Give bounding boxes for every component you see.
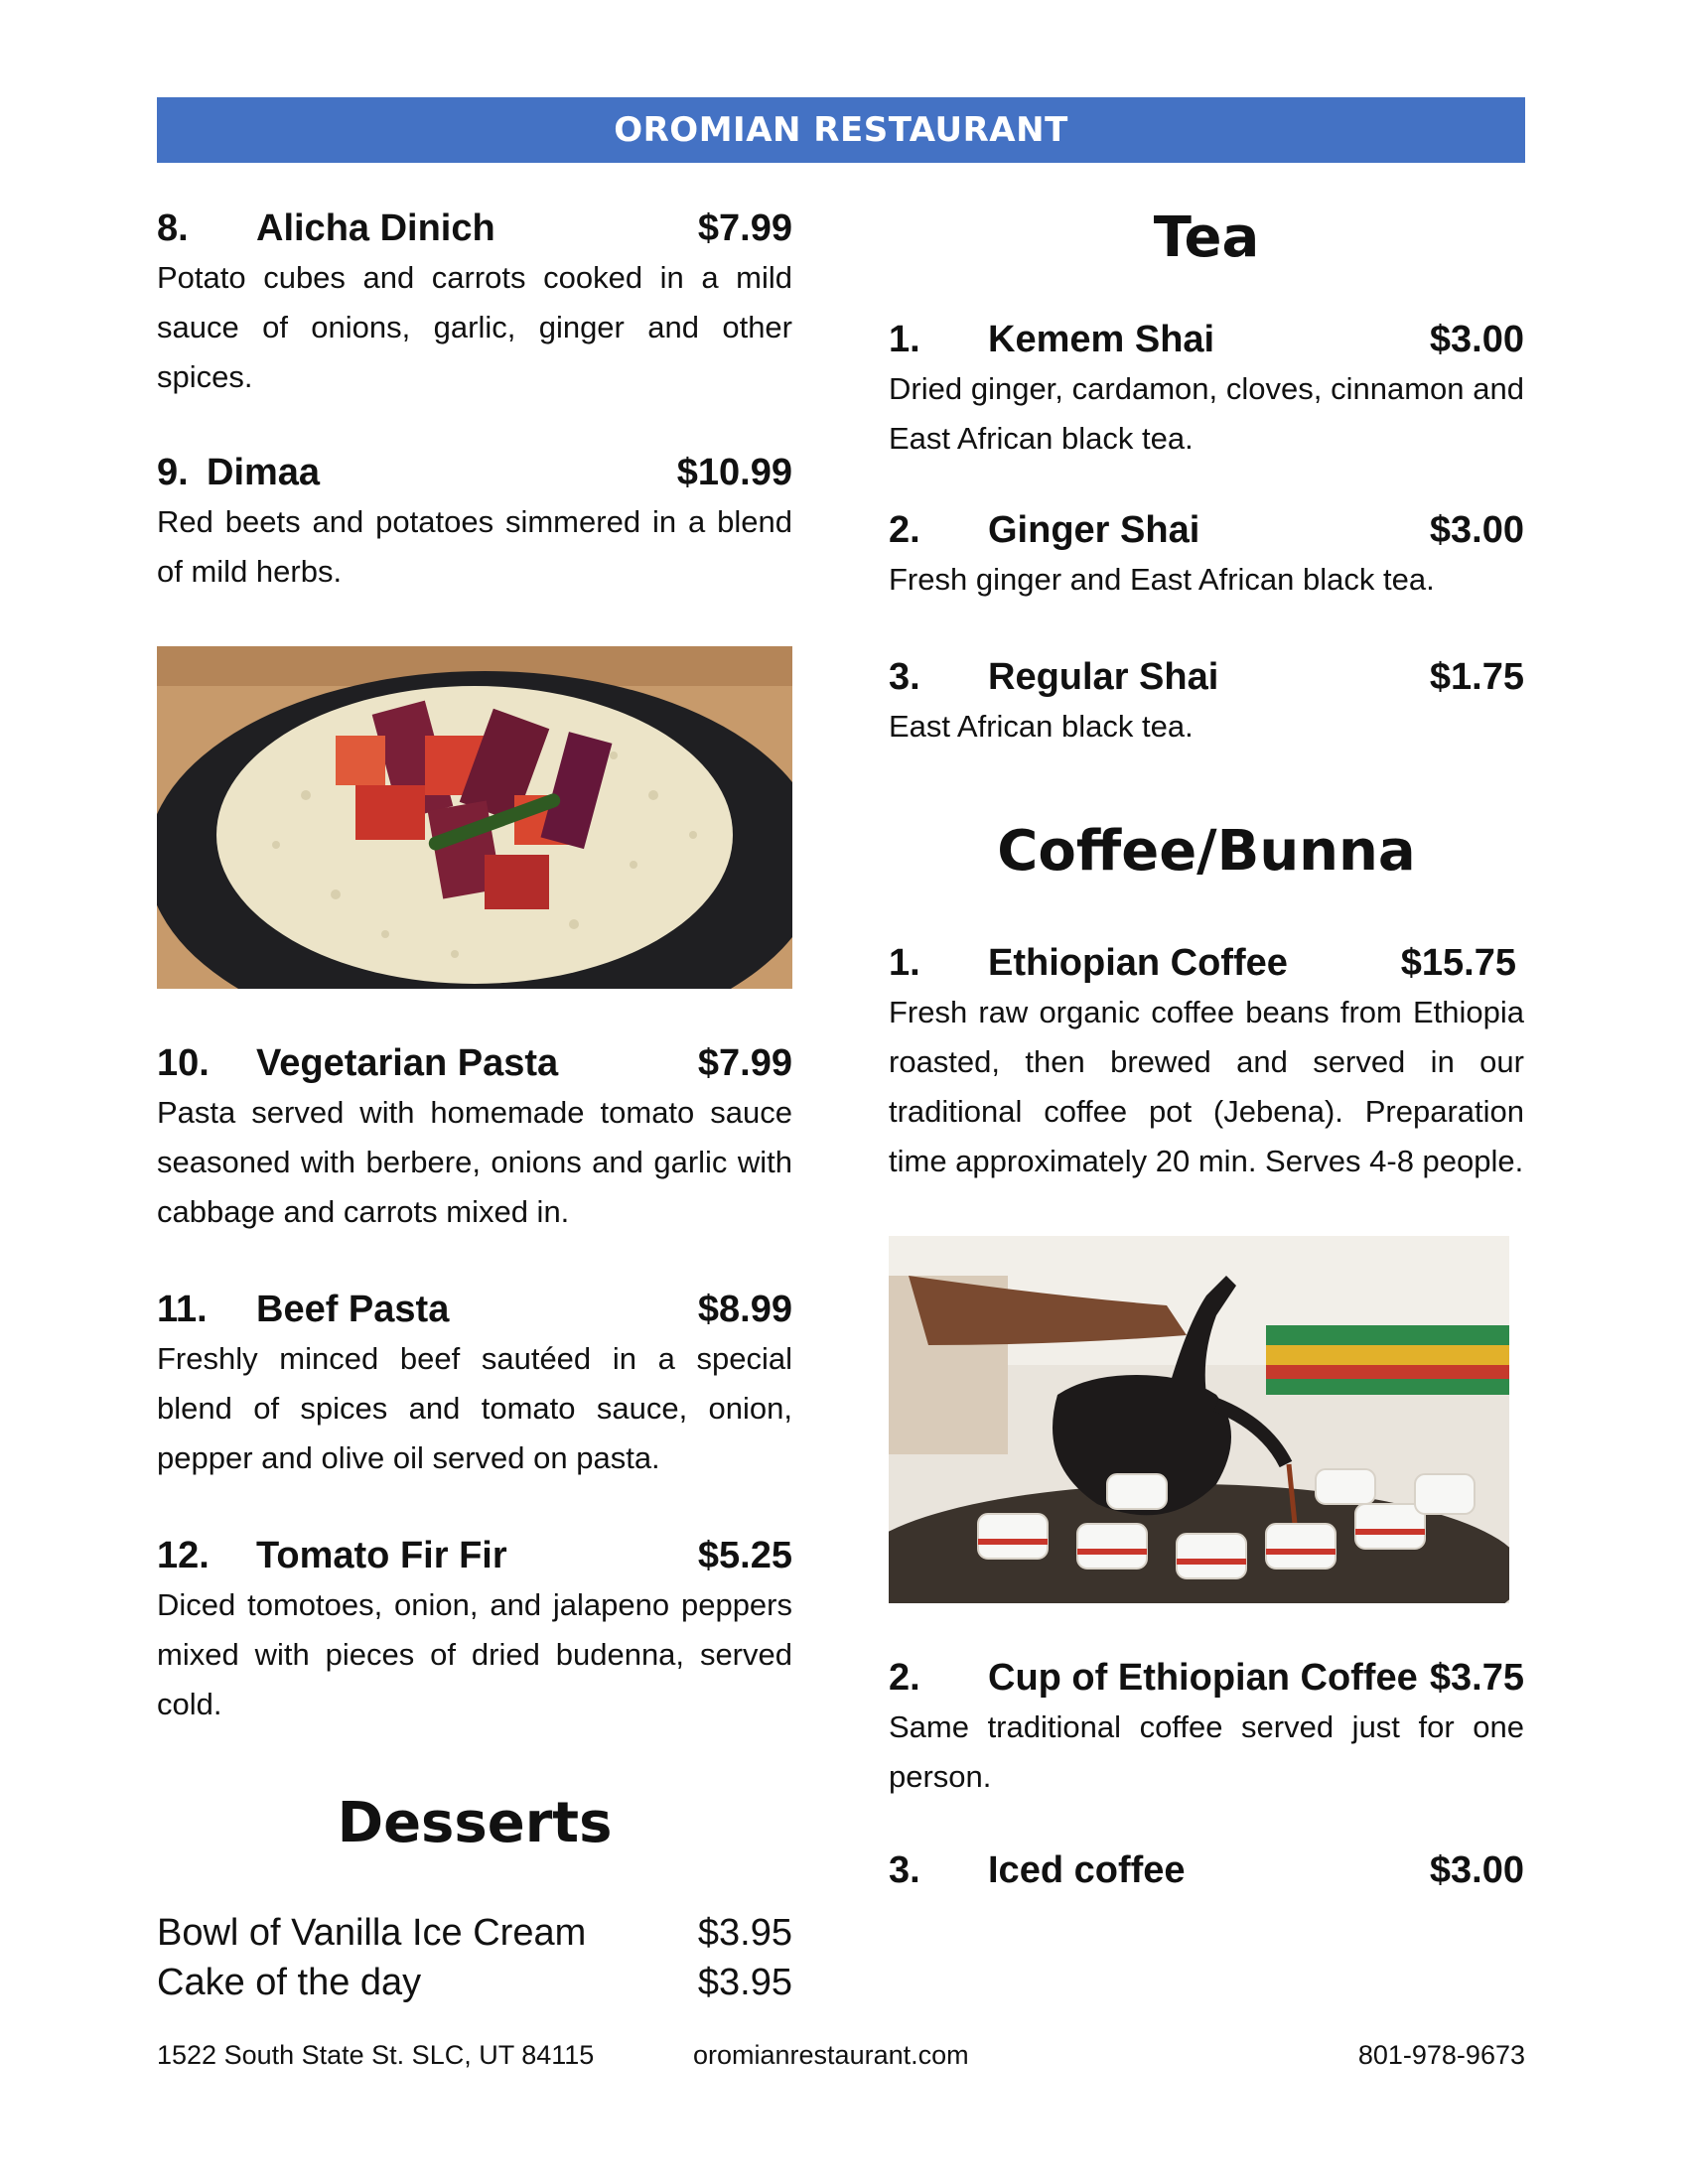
right-column [889, 204, 1524, 1895]
left-column [157, 204, 792, 2007]
item-name: Alicha Dinich [256, 207, 495, 249]
item-number: 10. [157, 1042, 210, 1084]
menu-item-cup-of-ethiopian-coffee [889, 1653, 1524, 1802]
item-number: 12. [157, 1535, 210, 1576]
item-name: Iced coffee [988, 1849, 1186, 1891]
item-description: Potato cubes and carrots cooked in a mild sauce of onions, garlic, ginger and other spices. [157, 260, 792, 394]
item-number: 1. [889, 319, 920, 360]
menu-item-ethiopian-coffee [889, 938, 1524, 1186]
menu-item-ginger-shai [889, 505, 1524, 605]
footer-website[interactable]: oromianrestaurant.com [693, 2040, 969, 2070]
menu-item-kemem-shai [889, 315, 1524, 464]
dessert-price: $3.95 [697, 1962, 792, 2003]
coffee-ceremony-photo [889, 1236, 1509, 1603]
item-name: Ginger Shai [988, 509, 1200, 551]
item-number: 1. [889, 942, 920, 984]
item-description: Same traditional coffee served just for one person. [889, 1709, 1524, 1794]
dimaa-dish-photo [157, 646, 792, 989]
item-price: $3.00 [1429, 1849, 1524, 1891]
item-name: Kemem Shai [988, 319, 1215, 360]
item-name: Ethiopian Coffee [988, 942, 1288, 984]
item-name: Cup of Ethiopian Coffee [988, 1657, 1418, 1699]
menu-item-alicha-dinich [157, 204, 792, 402]
item-description: East African black tea. [889, 709, 1194, 744]
item-price: $3.75 [1429, 1657, 1524, 1699]
item-description: Red beets and potatoes simmered in a blend of mild herbs. [157, 504, 792, 589]
item-description: Diced tomotoes, onion, and jalapeno peppers mixed with pieces of dried budenna, served cold. [157, 1587, 792, 1721]
item-price: $8.99 [697, 1289, 792, 1330]
item-number: 2. [889, 509, 920, 551]
item-description: Freshly minced beef sautéed in a special blend of spices and tomato sauce, onion, pepper and olive oil served on pasta. [157, 1341, 792, 1475]
item-name: Tomato Fir Fir [256, 1535, 507, 1576]
menu-item-beef-pasta [157, 1285, 792, 1483]
dessert-name: Cake of the day [157, 1962, 422, 2003]
menu-item-iced-coffee [889, 1845, 1524, 1895]
item-description: Fresh raw organic coffee beans from Ethiopia roasted, then brewed and served in our traditional coffee pot (Jebena). Preparation time approximately 20 min. Serves 4-8 people. [889, 995, 1524, 1178]
item-number: 9. [157, 452, 189, 493]
item-number: 11. [157, 1289, 208, 1330]
item-description: Pasta served with homemade tomato sauce seasoned with berbere, onions and garlic with cabbage and carrots mixed in. [157, 1095, 792, 1229]
item-name: Vegetarian Pasta [256, 1042, 559, 1084]
item-price: $3.00 [1429, 509, 1524, 551]
item-name: Regular Shai [988, 656, 1219, 698]
menu-item-tomato-fir-fir [157, 1531, 792, 1729]
item-price: $7.99 [697, 207, 792, 249]
item-price: $1.75 [1429, 656, 1524, 698]
item-number: 3. [889, 1849, 920, 1891]
tea-heading: Tea [1153, 205, 1260, 270]
item-description: Dried ginger, cardamon, cloves, cinnamon and East African black tea. [889, 371, 1524, 456]
dessert-price: $3.95 [697, 1912, 792, 1954]
menu-item-vegetarian-pasta [157, 1038, 792, 1237]
menu-item-dimaa [157, 448, 792, 597]
desserts-heading: Desserts [337, 1791, 613, 1855]
item-number: 3. [889, 656, 920, 698]
item-price: $5.25 [697, 1535, 792, 1576]
dessert-name: Bowl of Vanilla Ice Cream [157, 1912, 587, 1954]
footer-address: 1522 South State St. SLC, UT 84115 [157, 2040, 595, 2070]
item-name: Beef Pasta [256, 1289, 450, 1330]
item-price: $3.00 [1429, 319, 1524, 360]
dessert-item [157, 1958, 792, 2007]
item-description: Fresh ginger and East African black tea. [889, 562, 1435, 597]
item-price: $7.99 [697, 1042, 792, 1084]
item-price: $15.75 [1400, 942, 1516, 984]
footer-phone[interactable]: 801-978-9673 [1357, 2040, 1525, 2070]
item-number: 2. [889, 1657, 920, 1699]
item-number: 8. [157, 207, 189, 249]
restaurant-name-banner: OROMIAN RESTAURANT [157, 97, 1525, 163]
item-name: Dimaa [207, 452, 321, 493]
coffee-heading: Coffee/Bunna [997, 819, 1416, 884]
item-price: $10.99 [676, 452, 792, 493]
desserts-list [157, 1908, 792, 2007]
menu-item-regular-shai [889, 652, 1524, 751]
dessert-item [157, 1908, 792, 1958]
